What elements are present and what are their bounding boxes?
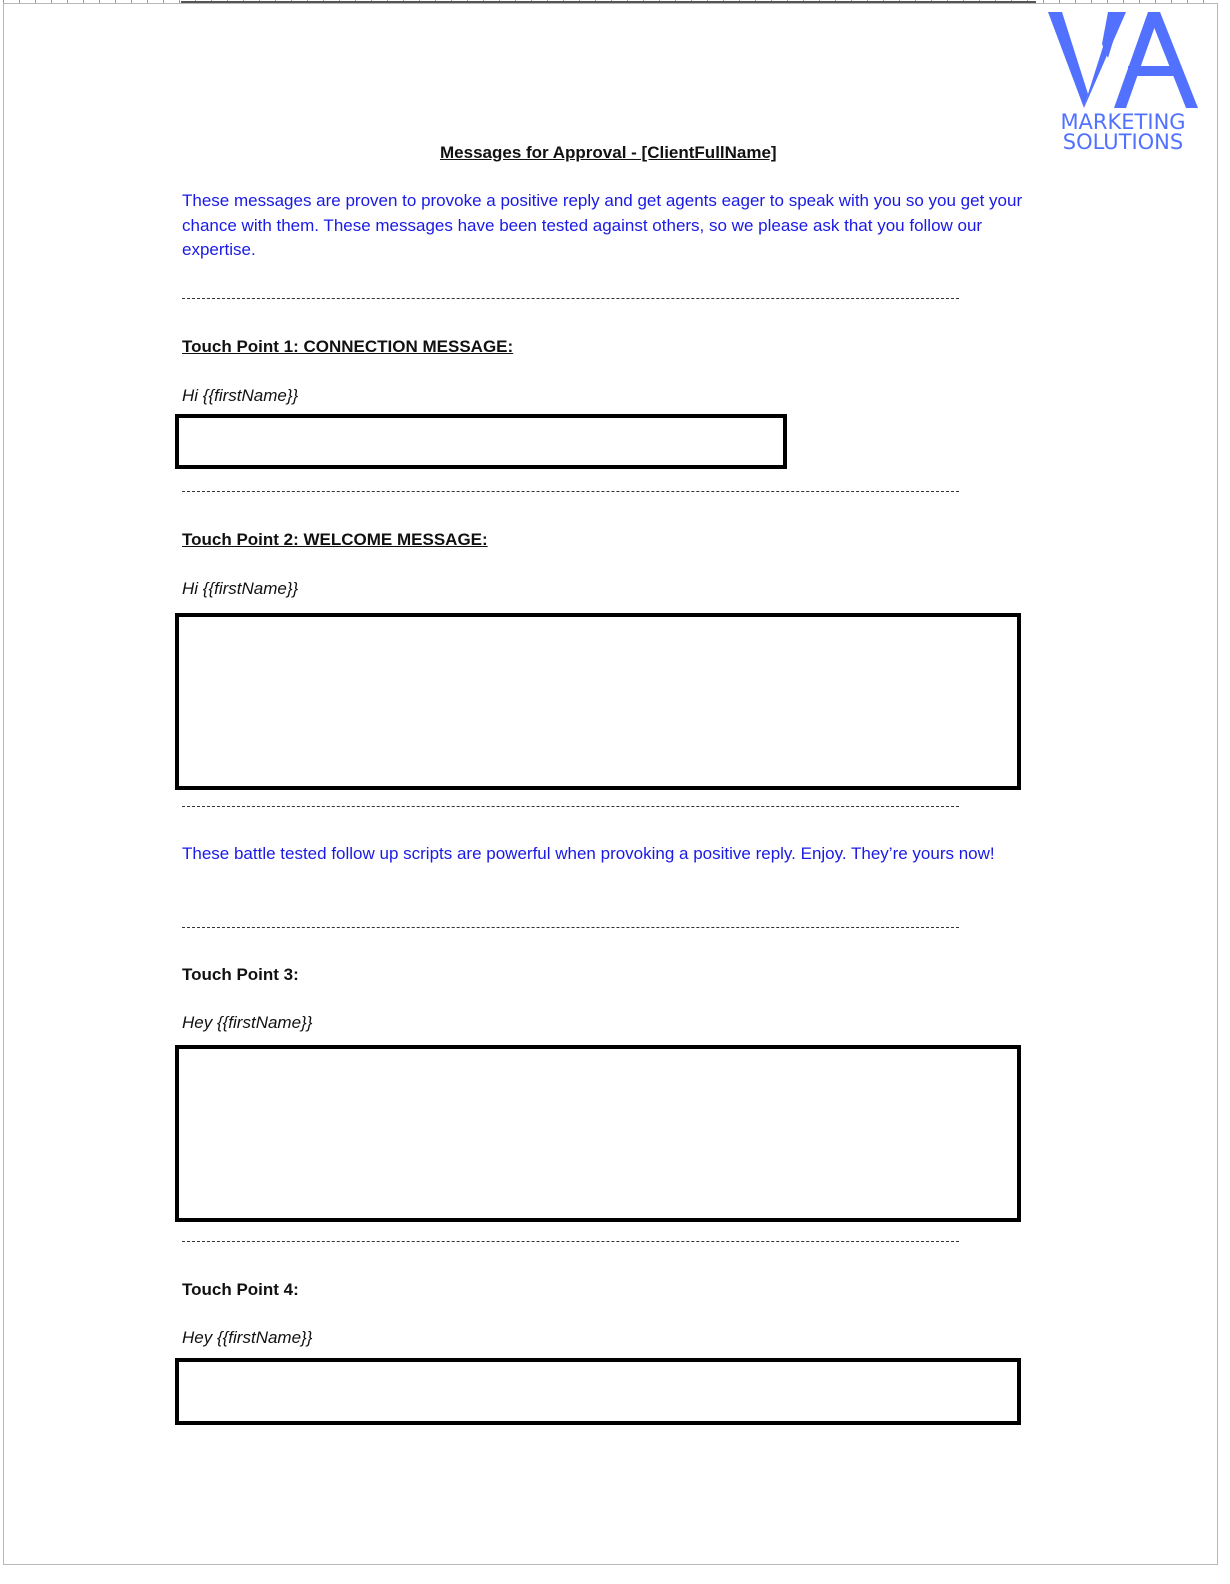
logo-text-solutions: SOLUTIONS <box>1062 130 1184 154</box>
touch-point-4-greeting: Hey {{firstName}} <box>182 1328 313 1347</box>
touch-point-1-greeting: Hi {{firstName}} <box>182 386 299 405</box>
intro-paragraph: These messages are proven to provoke a positive reply and get agents eager to speak with you so you get your chance with them. These messages have been tested against others, so we please ask that you follow our expertise. <box>182 191 1023 259</box>
touch-point-2-heading: Touch Point 2: WELCOME MESSAGE: <box>182 530 488 549</box>
touch-point-1-message-box[interactable] <box>175 414 787 469</box>
follow-up-note: These battle tested follow up scripts are powerful when provoking a positive reply. Enjoy. They’re yours now! <box>182 844 995 863</box>
touch-point-2-message-box[interactable] <box>175 613 1021 790</box>
section-divider <box>182 1241 959 1242</box>
touch-point-4-message-box[interactable] <box>175 1358 1021 1425</box>
touch-point-3-greeting: Hey {{firstName}} <box>182 1013 313 1032</box>
logo-text-marketing: MARKETING <box>1060 110 1186 134</box>
document-title: Messages for Approval - [ClientFullName] <box>440 143 777 162</box>
touch-point-1-heading: Touch Point 1: CONNECTION MESSAGE: <box>182 337 514 356</box>
section-divider <box>182 806 959 807</box>
section-divider <box>182 927 959 928</box>
section-divider <box>182 298 959 299</box>
touch-point-3-message-box[interactable] <box>175 1045 1021 1222</box>
touch-point-2-greeting: Hi {{firstName}} <box>182 579 299 598</box>
touch-point-4-heading: Touch Point 4: <box>182 1280 299 1299</box>
touch-point-3-heading: Touch Point 3: <box>182 965 299 984</box>
section-divider <box>182 491 959 492</box>
